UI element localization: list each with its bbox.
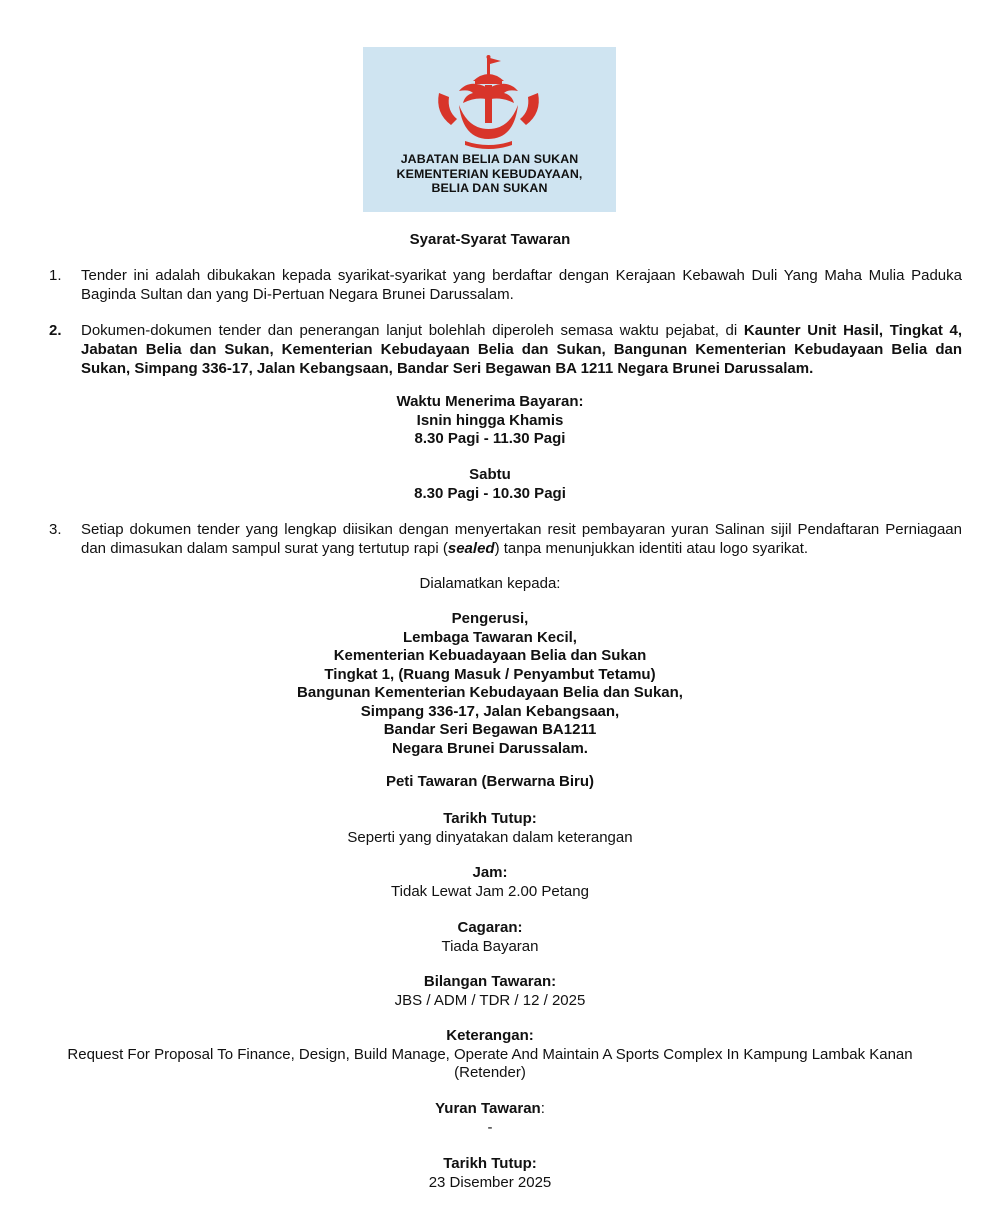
logo-line: JABATAN BELIA DAN SUKAN [400, 152, 579, 166]
address-line: Bangunan Kementerian Kebudayaan Belia dan Sukan, [297, 684, 683, 701]
description-line: Request For Proposal To Finance, Design, Build Manage, Operate And Maintain A Sports Complex In Kampung Lambak Kanan [67, 1045, 913, 1063]
fee-section [0, 1100, 980, 1137]
tender-number-section [0, 973, 980, 1010]
item-1-text: Tender ini adalah dibukakan kepada syarikat-syarikat yang berdaftar dengan Kerajaan Kebawah Duli Yang Maha Mulia Paduka Baginda Sultan dan yang Di-Pertuan Negara Brunei Darussalam. [81, 267, 962, 303]
saturday-time: 8.30 Pagi - 10.30 Pagi [414, 484, 566, 502]
item-3-text [81, 520, 962, 558]
item-2-text [81, 321, 962, 378]
payment-hours-heading: Waktu Menerima Bayaran: [396, 393, 584, 410]
item-3-before: Setiap dokumen tender yang lengkap diisikan dengan menyertakan resit pembayaran yuran Salinan sijil Pendaftaran Perniagaan dan dimasukan dalam sampul surat yang tertutup rapi ( [81, 521, 962, 557]
tender-box: Peti Tawaran (Berwarna Biru) [385, 773, 595, 790]
time-section [0, 864, 980, 901]
final-closing-value: 23 Disember 2025 [428, 1173, 552, 1191]
logo-line: KEMENTERIAN KEBUDAYAAN, [396, 166, 583, 181]
item-2-bold: Kaunter Unit Hasil, Tingkat 4, Jabatan Belia dan Sukan, Kementerian Kebudayaan Belia dan Sukan, Bangunan Kementerian Kebudayaan Belia dan Sukan, Simpang 336-17, Jalan Kebangsaan, Bandar Seri Begawan BA 1211 Negara Brunei Darussalam. [81, 322, 962, 377]
fee-label: Yuran Tawaran [435, 1100, 541, 1117]
fee-colon: : [540, 1100, 545, 1117]
deposit-section [0, 919, 980, 956]
saturday-hours [0, 466, 980, 503]
item-3-emph: sealed [447, 540, 495, 557]
item-number: 3. [49, 521, 62, 538]
address-line: Simpang 336-17, Jalan Kebangsaan, [360, 702, 620, 720]
logo-line: BELIA DAN SUKAN [431, 181, 548, 195]
item-number: 2. [49, 322, 62, 339]
saturday-day: Sabtu [469, 466, 511, 483]
department-name [363, 152, 616, 196]
weekday-time: 8.30 Pagi - 11.30 Pagi [414, 430, 566, 447]
tender-number-label: Bilangan Tawaran: [423, 973, 557, 990]
tender-number-value: JBS / ADM / TDR / 12 / 2025 [394, 991, 586, 1009]
closing-date-value: Seperti yang dinyatakan dalam keterangan [347, 828, 633, 846]
description-label: Keterangan: [446, 1027, 534, 1044]
address-intro: Dialamatkan kepada: [419, 575, 561, 592]
deposit-value: Tiada Bayaran [441, 937, 539, 955]
final-closing-section [0, 1155, 980, 1192]
address-line: Lembaga Tawaran Kecil, [403, 628, 577, 646]
time-value: Tidak Lewat Jam 2.00 Petang [391, 882, 589, 900]
address-line: Tingkat 1, (Ruang Masuk / Penyambut Tetamu) [324, 665, 656, 683]
item-2-plain: Dokumen-dokumen tender dan penerangan lanjut bolehlah diperoleh semasa waktu pejabat, di [81, 322, 744, 339]
closing-date-section [0, 810, 980, 847]
address-line: Bandar Seri Begawan BA1211 [383, 721, 597, 738]
item-3-after: ) tanpa menunjukkan identiti atau logo syarikat. [494, 540, 809, 557]
fee-value: - [487, 1118, 493, 1136]
address-line: Kementerian Kebuadayaan Belia dan Sukan [333, 647, 647, 664]
address-line: Negara Brunei Darussalam. [392, 739, 588, 757]
payment-hours [0, 393, 980, 449]
closing-date-label: Tarikh Tutup: [443, 810, 537, 827]
weekday-days: Isnin hingga Khamis [416, 411, 564, 429]
deposit-label: Cagaran: [457, 919, 523, 936]
department-logo [363, 47, 616, 212]
address-block [0, 610, 980, 758]
address-line: Pengerusi, [451, 610, 529, 627]
final-closing-label: Tarikh Tutup: [443, 1155, 537, 1172]
brunei-crest-icon [429, 53, 549, 149]
time-label: Jam: [472, 864, 508, 881]
item-number: 1. [49, 267, 62, 284]
description-section [0, 1027, 980, 1083]
description-line: (Retender) [454, 1064, 526, 1081]
page-title: Syarat-Syarat Tawaran [409, 231, 571, 248]
